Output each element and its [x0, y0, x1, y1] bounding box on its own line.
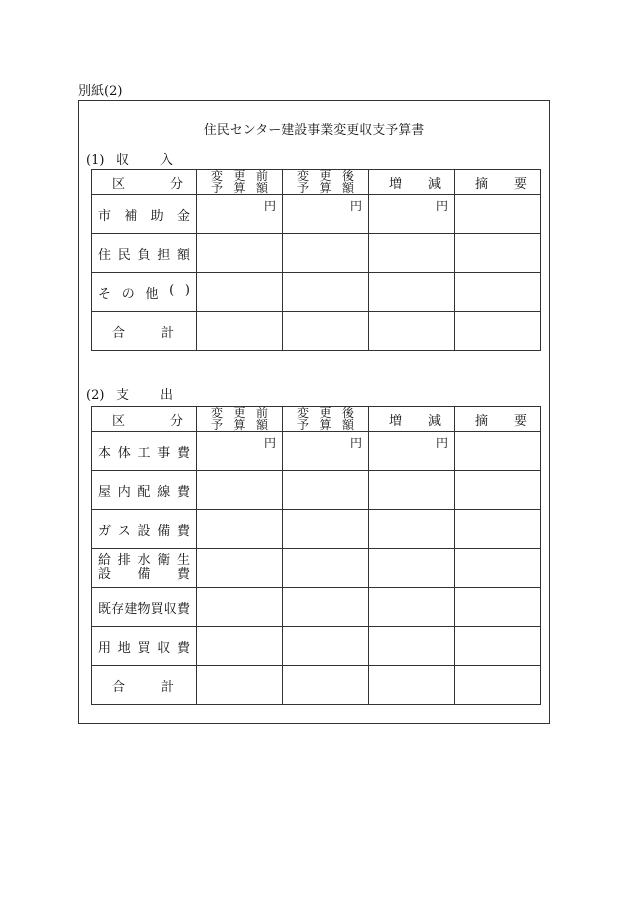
label-char: 市 — [98, 208, 112, 224]
section-number: (2) — [86, 388, 105, 403]
row-label — [92, 471, 197, 510]
label-char: 額 — [176, 247, 190, 263]
header-char: 予 — [297, 418, 310, 432]
table-row — [92, 234, 541, 273]
after-amount-cell — [283, 549, 369, 588]
header-char: 額 — [341, 181, 354, 195]
label-char: 排 — [117, 553, 131, 568]
label-char: 衛 — [157, 553, 171, 568]
header-char: 前 — [255, 406, 268, 420]
label-char: 事 — [157, 445, 171, 461]
row-label — [92, 510, 197, 549]
header-char: 減 — [427, 176, 441, 192]
header-row — [92, 407, 541, 432]
label-char: 用 — [98, 640, 112, 656]
before-amount-cell — [197, 273, 283, 312]
label-char: 地 — [117, 640, 131, 656]
after-amount-cell — [283, 432, 369, 471]
header-change — [369, 170, 455, 195]
header-char: 算 — [319, 181, 332, 195]
header-char: 額 — [255, 181, 268, 195]
annex-label: 別紙(2) — [78, 84, 123, 99]
header-char: 更 — [233, 169, 246, 183]
header-char: 後 — [341, 406, 354, 420]
label-char: 合 — [112, 325, 126, 341]
header-char: 要 — [513, 176, 527, 192]
label-char: 収 — [157, 640, 171, 656]
label-char: ( — [169, 282, 175, 298]
note-cell — [455, 471, 541, 510]
row-label — [92, 273, 197, 312]
after-amount-cell — [283, 195, 369, 234]
header-char: 変 — [297, 169, 310, 183]
after-amount-cell — [283, 273, 369, 312]
header-char: 分 — [169, 413, 183, 429]
after-amount-cell — [283, 312, 369, 351]
header-char: 区 — [112, 176, 126, 192]
label-char: の — [121, 286, 135, 302]
after-amount-cell — [283, 588, 369, 627]
unit-label: 円 — [263, 199, 276, 213]
table-row — [92, 471, 541, 510]
header-after-amount — [283, 407, 369, 432]
before-amount-cell — [197, 432, 283, 471]
label-char: 内 — [117, 484, 131, 500]
table-row — [92, 549, 541, 588]
header-note — [455, 170, 541, 195]
label-char: 負 — [137, 247, 151, 263]
header-char: 予 — [297, 181, 310, 195]
header-char: 増 — [389, 413, 403, 429]
header-char: 算 — [233, 418, 246, 432]
row-label — [92, 549, 197, 588]
label-char: そ — [98, 286, 112, 302]
label-char: ガ — [98, 523, 112, 539]
label-char: 配 — [137, 484, 151, 500]
label-char: 生 — [176, 553, 190, 568]
header-char: 減 — [427, 413, 441, 429]
note-cell — [455, 666, 541, 705]
label-char: 費 — [176, 567, 190, 582]
header-note — [455, 407, 541, 432]
label-char: 金 — [176, 208, 190, 224]
label-char: ス — [117, 523, 131, 539]
before-amount-cell — [197, 471, 283, 510]
row-label — [92, 432, 197, 471]
header-char: 摘 — [475, 413, 489, 429]
header-char: 額 — [341, 418, 354, 432]
header-char: 予 — [211, 418, 224, 432]
label-char: 物 — [137, 601, 151, 617]
row-label — [92, 234, 197, 273]
after-amount-cell — [283, 627, 369, 666]
label-char: 費 — [176, 523, 190, 539]
header-category — [92, 170, 197, 195]
table-row — [92, 432, 541, 471]
section-title: 収 入 — [116, 153, 183, 168]
header-category — [92, 407, 197, 432]
document-title: 住民センター建設事業変更収支予算書 — [203, 123, 425, 138]
header-char: 額 — [255, 418, 268, 432]
label-char: 既 — [98, 601, 112, 617]
header-char: 区 — [112, 413, 126, 429]
table-row — [92, 510, 541, 549]
after-amount-cell — [283, 666, 369, 705]
note-cell — [455, 273, 541, 312]
label-char: 線 — [157, 484, 171, 500]
label-char: 費 — [176, 601, 190, 617]
change-amount-cell — [369, 432, 455, 471]
table-row — [92, 273, 541, 312]
table-row — [92, 588, 541, 627]
section-title: 支 出 — [116, 388, 183, 403]
expenditure-section-heading — [86, 384, 182, 403]
change-amount-cell — [369, 273, 455, 312]
header-char: 前 — [255, 169, 268, 183]
header-char: 後 — [341, 169, 354, 183]
header-char: 算 — [233, 181, 246, 195]
before-amount-cell — [197, 234, 283, 273]
note-cell — [455, 549, 541, 588]
label-char: 買 — [150, 601, 164, 617]
header-char: 変 — [211, 406, 224, 420]
change-amount-cell — [369, 666, 455, 705]
header-char: 予 — [211, 181, 224, 195]
label-char: 計 — [160, 679, 174, 695]
after-amount-cell — [283, 510, 369, 549]
header-char: 増 — [389, 176, 403, 192]
label-char: 工 — [137, 445, 151, 461]
unit-label: 円 — [435, 436, 448, 450]
label-char: 民 — [117, 247, 131, 263]
label-char: 備 — [157, 523, 171, 539]
label-char: 費 — [176, 484, 190, 500]
header-before-amount — [197, 407, 283, 432]
before-amount-cell — [197, 195, 283, 234]
label-char: 計 — [160, 325, 174, 341]
change-amount-cell — [369, 549, 455, 588]
unit-label: 円 — [263, 436, 276, 450]
note-cell — [455, 510, 541, 549]
header-char: 分 — [169, 176, 183, 192]
before-amount-cell — [197, 510, 283, 549]
label-char: 担 — [157, 247, 171, 263]
row-label — [92, 627, 197, 666]
label-char: 費 — [176, 445, 190, 461]
change-amount-cell — [369, 588, 455, 627]
after-amount-cell — [283, 471, 369, 510]
label-char: 助 — [150, 208, 164, 224]
before-amount-cell — [197, 549, 283, 588]
label-char: ) — [184, 282, 190, 298]
label-char: 設 — [98, 567, 112, 582]
note-cell — [455, 312, 541, 351]
label-char: 体 — [117, 445, 131, 461]
note-cell — [455, 627, 541, 666]
label-char: 本 — [98, 445, 112, 461]
table-row — [92, 195, 541, 234]
header-char: 要 — [513, 413, 527, 429]
table-row — [92, 312, 541, 351]
label-char: 住 — [98, 247, 112, 263]
after-amount-cell — [283, 234, 369, 273]
unit-label: 円 — [349, 436, 362, 450]
label-char: 買 — [137, 640, 151, 656]
before-amount-cell — [197, 312, 283, 351]
header-char: 算 — [319, 418, 332, 432]
note-cell — [455, 234, 541, 273]
header-char: 摘 — [475, 176, 489, 192]
income-section-heading — [86, 149, 182, 168]
unit-label: 円 — [349, 199, 362, 213]
label-char: 水 — [137, 553, 151, 568]
label-char: 存 — [111, 601, 125, 617]
note-cell — [455, 588, 541, 627]
label-char: 備 — [137, 567, 151, 582]
income-table — [91, 169, 541, 351]
header-char: 変 — [211, 169, 224, 183]
label-char: 給 — [98, 553, 112, 568]
row-label — [92, 666, 197, 705]
label-char: 設 — [137, 523, 151, 539]
change-amount-cell — [369, 312, 455, 351]
table-row — [92, 627, 541, 666]
before-amount-cell — [197, 666, 283, 705]
header-change — [369, 407, 455, 432]
label-char: 費 — [176, 640, 190, 656]
change-amount-cell — [369, 234, 455, 273]
change-amount-cell — [369, 195, 455, 234]
note-cell — [455, 432, 541, 471]
header-after-amount — [283, 170, 369, 195]
label-char: 屋 — [98, 484, 112, 500]
change-amount-cell — [369, 510, 455, 549]
row-label — [92, 195, 197, 234]
row-label — [92, 312, 197, 351]
unit-label: 円 — [435, 199, 448, 213]
header-row — [92, 170, 541, 195]
change-amount-cell — [369, 627, 455, 666]
expenditure-table — [91, 406, 541, 705]
label-char: 他 — [145, 286, 159, 302]
budget-form — [78, 100, 550, 724]
before-amount-cell — [197, 627, 283, 666]
header-char: 変 — [297, 406, 310, 420]
row-label — [92, 588, 197, 627]
section-number: (1) — [86, 153, 105, 168]
label-char: 収 — [163, 601, 177, 617]
header-char: 更 — [233, 406, 246, 420]
note-cell — [455, 195, 541, 234]
header-char: 更 — [319, 169, 332, 183]
label-char: 建 — [124, 601, 138, 617]
table-row — [92, 666, 541, 705]
before-amount-cell — [197, 588, 283, 627]
label-char: 合 — [112, 679, 126, 695]
label-char: 補 — [124, 208, 138, 224]
header-before-amount — [197, 170, 283, 195]
header-char: 更 — [319, 406, 332, 420]
change-amount-cell — [369, 471, 455, 510]
